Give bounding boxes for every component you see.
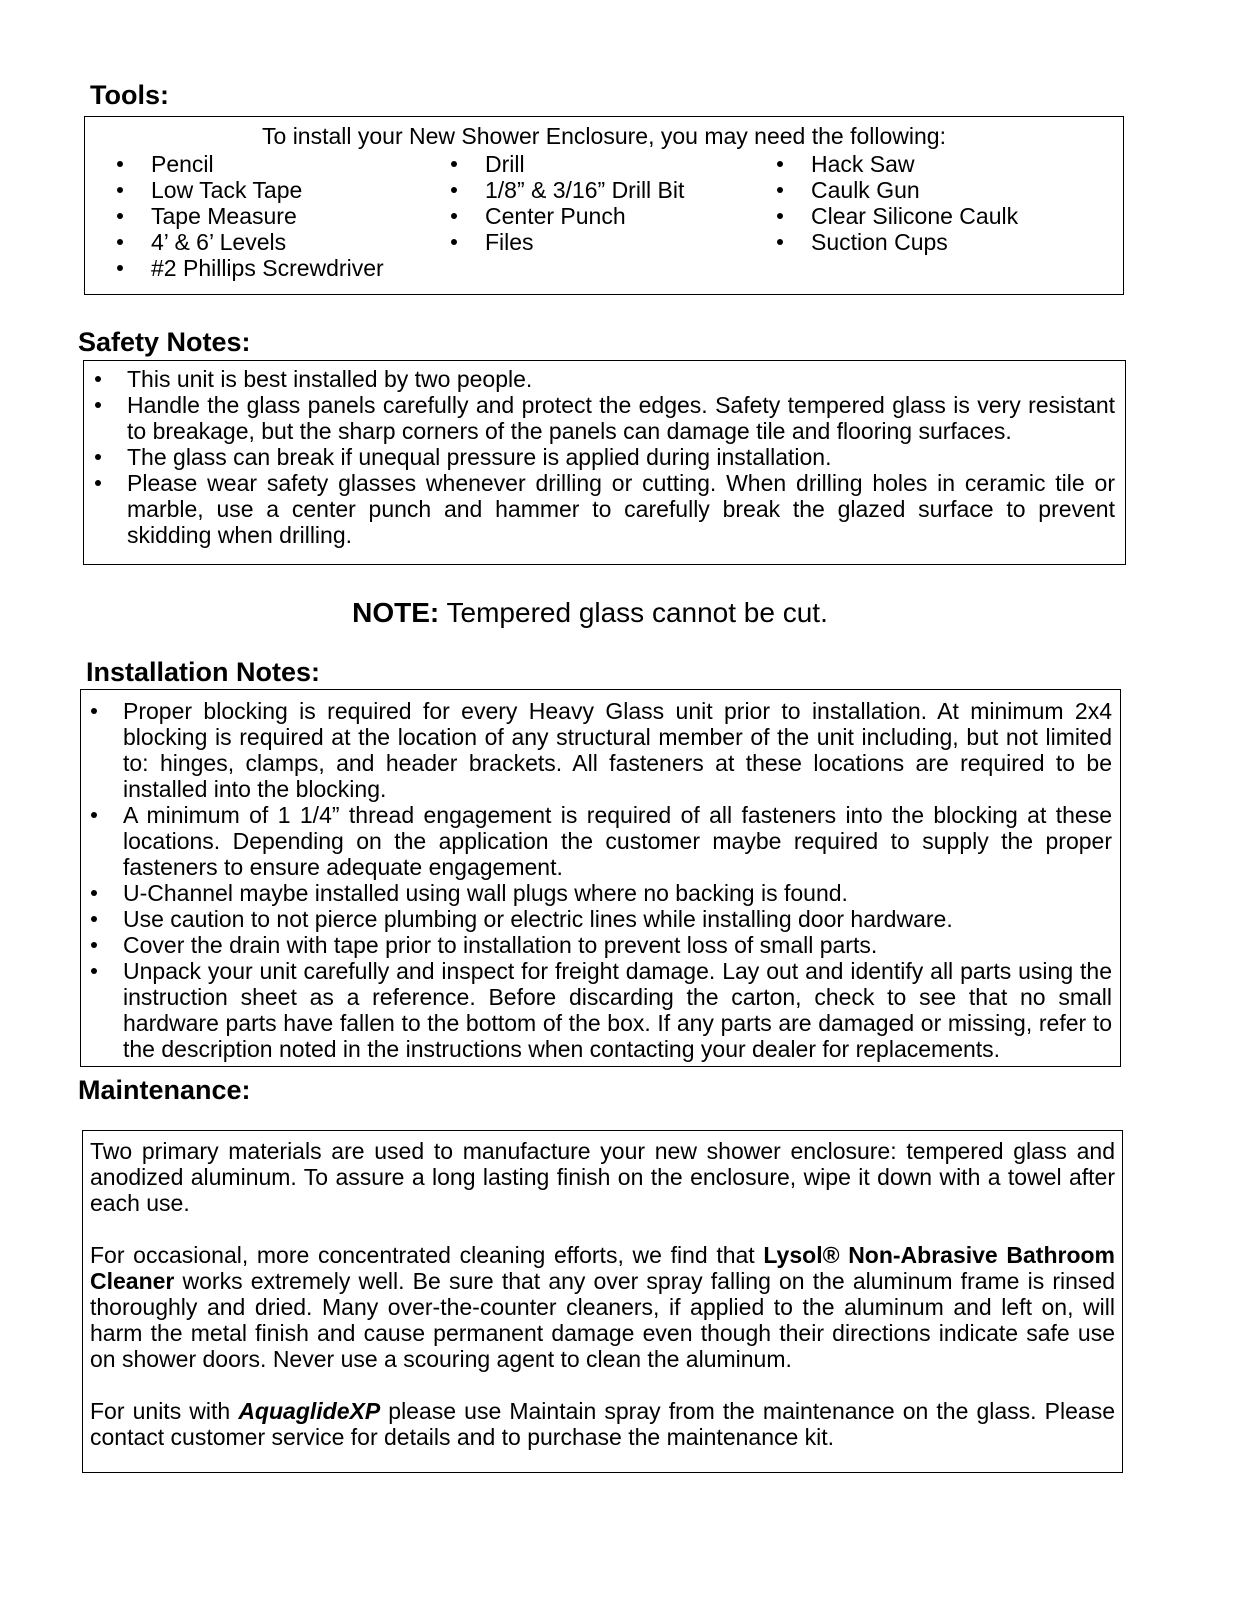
- list-item: Clear Silicone Caulk: [773, 203, 1018, 229]
- tools-column-3: [773, 151, 1018, 281]
- list-item: Caulk Gun: [773, 177, 1018, 203]
- tempered-glass-note: [0, 597, 1180, 629]
- tools-heading: Tools:: [90, 80, 169, 110]
- list-item: Center Punch: [447, 203, 773, 229]
- list-item: Hack Saw: [773, 151, 1018, 177]
- tools-columns: [85, 151, 1123, 281]
- maintenance-heading: Maintenance:: [78, 1075, 251, 1105]
- safety-heading: Safety Notes:: [78, 327, 251, 357]
- maintenance-text: For occasional, more concentrated cleaning efforts, we find that: [90, 1242, 764, 1268]
- list-item: Low Tack Tape: [113, 177, 447, 203]
- list-item: Unpack your unit carefully and inspect for freight damage. Lay out and identify all parts using the instruction sheet as a reference. Before discarding the carton, check to see that no small hardware parts have fallen to the bottom of the box. If any parts are damaged or missing, refer to the description noted in the instructions when contacting your dealer for replacements.: [123, 958, 1112, 1062]
- note-text: Tempered glass cannot be cut.: [439, 597, 828, 628]
- tools-intro: To install your New Shower Enclosure, you may need the following:: [262, 123, 946, 149]
- list-item: 4’ & 6’ Levels: [113, 229, 447, 255]
- maintenance-box: [82, 1130, 1123, 1473]
- list-item: Pencil: [113, 151, 447, 177]
- tools-column-2: [447, 151, 773, 281]
- list-item: Drill: [447, 151, 773, 177]
- list-item: #2 Phillips Screwdriver: [113, 255, 447, 281]
- list-item: Proper blocking is required for every Heavy Glass unit prior to installation. At minimum 2x4 blocking is required at the location of any structural member of the unit including, but not limited to: hinges, clamps, and header brackets. All fasteners at these locations are required to be installed into the blocking.: [123, 698, 1112, 802]
- list-item: This unit is best installed by two people.: [127, 366, 1115, 392]
- list-item: Suction Cups: [773, 229, 1018, 255]
- maintenance-paragraph-2: [90, 1242, 1115, 1372]
- maintenance-paragraph-1: Two primary materials are used to manufacture your new shower enclosure: tempered glass and anodized aluminum. To assure a long lasting finish on the enclosure, wipe it down with a towel after each use.: [90, 1138, 1115, 1216]
- safety-box: [83, 360, 1126, 565]
- tools-column-1: [113, 151, 447, 281]
- list-item: A minimum of 1 1/4” thread engagement is required of all fasteners into the blocking at these locations. Depending on the application the customer maybe required to supply the proper fasteners to ensure adequate engagement.: [123, 802, 1112, 880]
- tools-box: [84, 116, 1124, 295]
- product-name-lysol: Lysol® Non-Abrasive Bathroom Cleaner: [90, 1242, 1115, 1294]
- installation-list: [123, 698, 1112, 1062]
- list-item: Handle the glass panels carefully and protect the edges. Safety tempered glass is very resistant to breakage, but the sharp corners of the panels can damage tile and flooring surfaces.: [127, 392, 1115, 444]
- maintenance-text: For units with: [90, 1398, 239, 1424]
- maintenance-text: works extremely well. Be sure that any over spray falling on the aluminum frame is rinsed thoroughly and dried. Many over-the-counter cleaners, if applied to the aluminum and left on, will harm the metal finish and cause permanent damage even though their directions indicate safe use on shower doors. Never use a scouring agent to clean the aluminum.: [90, 1268, 1115, 1372]
- list-item: Use caution to not pierce plumbing or electric lines while installing door hardware.: [123, 906, 1112, 932]
- list-item: Tape Measure: [113, 203, 447, 229]
- list-item: Files: [447, 229, 773, 255]
- maintenance-text: please use Maintain spray from the maintenance on the glass. Please contact customer service for details and to purchase the maintenance kit.: [90, 1398, 1116, 1450]
- installation-heading: Installation Notes:: [86, 657, 321, 687]
- maintenance-paragraph-3: [90, 1398, 1115, 1450]
- list-item: Please wear safety glasses whenever drilling or cutting. When drilling holes in ceramic tile or marble, use a center punch and hammer to carefully break the glazed surface to prevent skidding when drilling.: [127, 470, 1115, 548]
- note-label: NOTE:: [352, 597, 440, 628]
- installation-box: [80, 689, 1121, 1067]
- list-item: U-Channel maybe installed using wall plugs where no backing is found.: [123, 880, 1112, 906]
- list-item: The glass can break if unequal pressure is applied during installation.: [127, 444, 1115, 470]
- list-item: Cover the drain with tape prior to installation to prevent loss of small parts.: [123, 932, 1112, 958]
- list-item: 1/8” & 3/16” Drill Bit: [447, 177, 773, 203]
- product-name-aquaglidexp: AquaglideXP: [238, 1398, 381, 1424]
- safety-list: [127, 366, 1115, 548]
